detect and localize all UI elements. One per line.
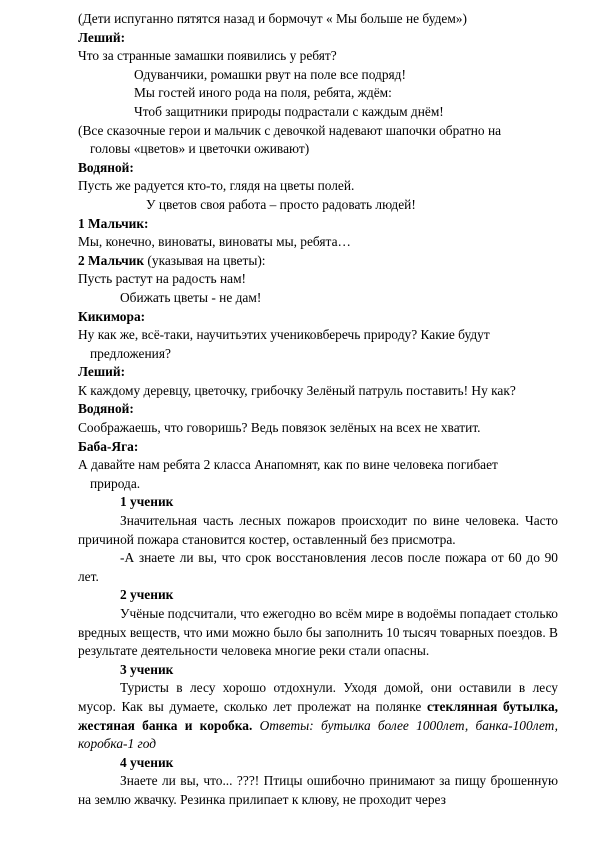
student-1-paragraph: -А знаете ли вы, что срок восстановления лесов после пожара от 60 до 90 лет. xyxy=(78,550,558,584)
bold-items: стеклянная бутылка, жестяная банка и коробка. xyxy=(78,698,558,733)
student-1-heading: 1 ученик xyxy=(120,494,174,510)
student-3-heading: 3 ученик xyxy=(120,661,174,677)
verse-line: Одуванчики, ромашки рвут на поле все подряд! xyxy=(134,66,406,82)
speech-line: Соображаешь, что говоришь? Ведь повязок зелёных на всех не хватит. xyxy=(78,420,481,436)
speaker-baba-yaga: Баба-Яга: xyxy=(78,438,139,454)
speech-line: Пусть же радуется кто-то, глядя на цветы полей. xyxy=(78,178,355,194)
stage-direction: (Все сказочные герои и мальчик с девочкой надевают шапочки обратно на xyxy=(78,122,502,138)
stage-note: (указывая на цветы): xyxy=(144,252,266,268)
stage-direction-cont: головы «цветов» и цветочки оживают) xyxy=(90,141,310,157)
speech-line: Пусть растут на радость нам! xyxy=(78,271,246,287)
student-4-heading: 4 ученик xyxy=(120,754,174,770)
student-3-paragraph: Туристы в лесу хорошо отдохнули. Уходя домой, они оставили в лесу мусор. Как вы думаете, сколько лет пролежат на полянке стеклянная бутылка, жестяная банка и коробка. Ответы: бутылка более 1000лет, банка-100лет, коробка-1 год xyxy=(78,680,558,752)
speaker-vodyanoy: Водяной: xyxy=(78,159,134,175)
verse-line: Чтоб защитники природы подрастали с каждым днём! xyxy=(134,103,444,119)
speaker-boy-2: 2 Мальчик xyxy=(78,252,145,268)
speech-line-cont: природа. xyxy=(90,475,141,491)
speaker-boy-1: 1 Мальчик: xyxy=(78,215,149,231)
speech-line: К каждому деревцу, цветочку, грибочку Зелёный патруль поставить! Ну как? xyxy=(78,382,516,398)
speaker-boy-2-line xyxy=(78,252,558,271)
speech-line: Мы, конечно, виноваты, виноваты мы, ребята… xyxy=(78,234,351,250)
speech-line: А давайте нам ребята 2 класса Анапомнят, как по вине человека погибает xyxy=(78,457,498,473)
stage-direction: (Дети испуганно пятятся назад и бормочут « Мы больше не будем») xyxy=(78,11,467,26)
italic-answer: Ответы: бутылка более 1000лет, банка-100лет, коробка-1 год xyxy=(78,717,558,752)
student-2-paragraph: Учёные подсчитали, что ежегодно во всём мире в водоёмы попадает столько вредных веществ, что ими можно было бы заполнить 10 тысяч товарных поездов. В результате деятельности человека многие реки стали опасны. xyxy=(78,606,558,659)
student-1-paragraph: Значительная часть лесных пожаров происходит по вине человека. Часто причиной пожара становится костер, оставленный без присмотра. xyxy=(78,513,558,547)
speech-line: Что за странные замашки появились у ребят? xyxy=(78,48,337,64)
verse-line: Обижать цветы - не дам! xyxy=(120,289,262,305)
student-4-paragraph: Знаете ли вы, что... ???! Птицы ошибочно принимают за пищу брошенную на землю жвачку. Резинка прилипает к клюву, не проходит через xyxy=(78,773,558,807)
speaker-leshiy: Леший: xyxy=(78,364,126,380)
speaker-leshiy: Леший: xyxy=(78,29,126,45)
speech-line-cont: предложения? xyxy=(90,345,171,361)
speech-line: Ну как же, всё-таки, научитьэтих учениковберечь природу? Какие будут xyxy=(78,327,490,343)
verse-line: У цветов своя работа – просто радовать людей! xyxy=(146,196,416,212)
student-2-heading: 2 ученик xyxy=(120,587,174,603)
speaker-vodyanoy: Водяной: xyxy=(78,401,134,417)
speaker-kikimora: Кикимора: xyxy=(78,308,146,324)
verse-line: Мы гостей иного рода на поля, ребята, ждём: xyxy=(134,85,392,101)
document-page xyxy=(78,10,558,810)
